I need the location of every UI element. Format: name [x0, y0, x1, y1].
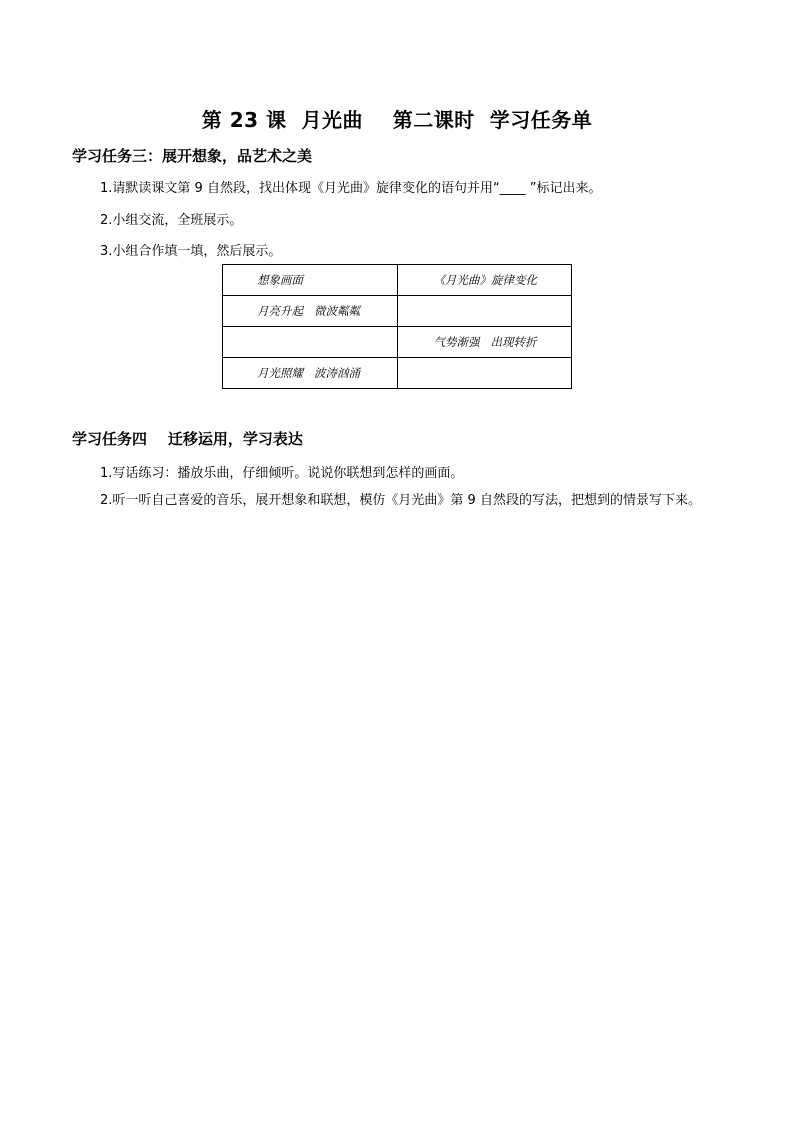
fill-in-table: [222, 264, 572, 389]
task3-item-2: 2.小组交流，全班展示。: [100, 213, 243, 228]
page-title: 第 23 课 月光曲 第二课时 学习任务单: [201, 108, 593, 132]
table-row: [223, 358, 572, 389]
table-cell: [223, 327, 398, 358]
table-cell: 月光照耀 波涛汹涌: [223, 358, 398, 389]
table-cell: 气势渐强 出现转折: [397, 327, 572, 358]
table-header-row: [223, 265, 572, 296]
table-header-imagery: 想象画面: [223, 265, 398, 296]
table-cell: [397, 358, 572, 389]
task4-item-2: 2.听一听自己喜爱的音乐，展开想象和联想，模仿《月光曲》第 9 自然段的写法，把想到的情景写下来。: [100, 493, 701, 508]
task4-item-1: 1.写话练习：播放乐曲，仔细倾听。说说你联想到怎样的画面。: [100, 466, 464, 481]
task3-item-3: 3.小组合作填一填，然后展示。: [100, 244, 282, 259]
table-cell: 月亮升起 微波粼粼: [223, 296, 398, 327]
table-cell: [397, 296, 572, 327]
task4-heading: 学习任务四 迁移运用，学习表达: [72, 430, 303, 448]
task3-item-1: 1.请默读课文第 9 自然段，找出体现《月光曲》旋律变化的语句并用“____ ”标记出来。: [100, 181, 602, 196]
table-row: [223, 296, 572, 327]
table-header-melody: 《月光曲》旋律变化: [397, 265, 572, 296]
task3-heading: 学习任务三：展开想象，品艺术之美: [72, 147, 313, 165]
table-row: [223, 327, 572, 358]
